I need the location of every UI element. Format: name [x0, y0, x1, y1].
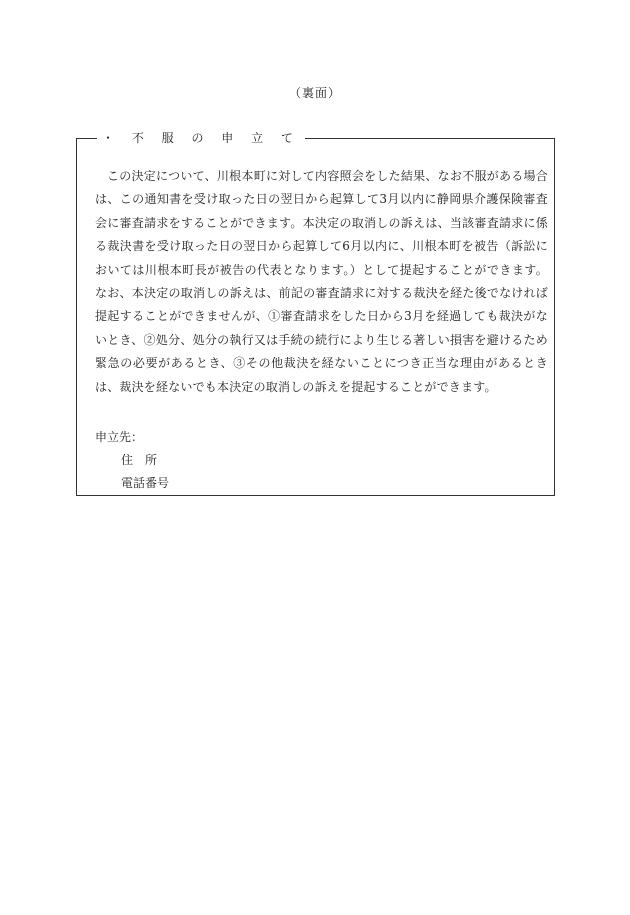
page-side-label: （裏面）: [288, 86, 341, 100]
applicant-block: [95, 426, 169, 495]
address-label: 住 所: [121, 453, 158, 467]
section-title: ・ 不 服 の 申 立 て: [97, 130, 305, 146]
phone-label: 電話番号: [121, 476, 170, 490]
objection-body-text: この決定について、川根本町に対して内容照会をした結果、なお不服がある場合は、この通知書を受け取った日の翌日から起算して3月以内に静岡県介護保険審査会に審査請求をすることができます。本決定の取消しの訴えは、当該審査請求に係る裁決書を受け取った日の翌日から起算して6月以内に、川根本町を被告（訴訟においては川根本町長が被告の代表となります。）として提起することができます。なお、本決定の取消しの訴えは、前記の審査請求に対する裁決を経た後でなければ提起することができませんが、①審査請求をした日から3月を経過しても裁決がないとき、②処分、処分の執行又は手続の続行により生じる著しい損害を避けるため緊急の必要があるとき、③その他裁決を経ないことにつき正当な理由があるときは、裁決を経ないでも本決定の取消しの訴えを提起することができます。: [95, 169, 548, 394]
objection-section-box: [76, 131, 555, 496]
applicant-label: 申立先：: [95, 430, 144, 444]
